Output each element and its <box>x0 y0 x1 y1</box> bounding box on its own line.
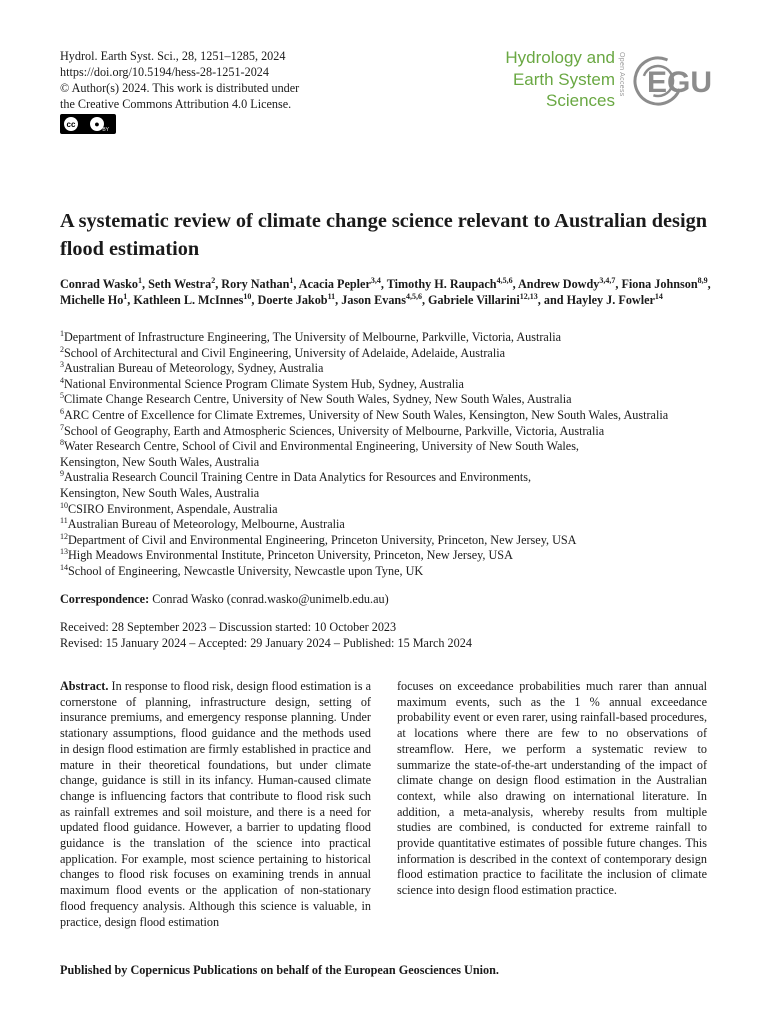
author-affiliation-ref: 10 <box>243 292 252 301</box>
affiliation <box>60 408 720 424</box>
author-affiliation-ref: 1 <box>289 276 294 285</box>
affiliation-number: 10 <box>60 500 68 510</box>
abstract-text-left: In response to flood risk, design flood estimation is a cornerstone of planning, infrastructure design, setting of insurance premiums, and emergency response planning. Under stationary assumptions, flood guidance and the methods used in design flood estimation are firmly established in practice and mature in their theoretical foundations, but under climate change, guidance is still in its infancy. Human-caused climate change is influencing factors that contribute to flood risk such as rainfall extremes and soil moisture, and there is a need for updated flood guidance. However, a barrier to updating flood guidance is the translation of the science into practical application. For example, most science pertaining to historical changes to flood risk focuses on examining trends in annual maximum flood events or the application of non-stationary flood frequency analysis. Although this science is valuable, in practice, design flood estimation <box>60 679 371 929</box>
author-separator: , and <box>537 293 564 307</box>
affiliation <box>60 502 720 518</box>
affiliation-text: Kensington, New South Wales, Australia <box>60 454 260 469</box>
received-dates: Received: 28 September 2023 – Discussion started: 10 October 2023 <box>60 620 397 634</box>
author-separator: , <box>251 293 258 307</box>
affiliation-text: School of Geography, Earth and Atmospheric Sciences, University of Melbourne, Parkville, Victoria, Australia <box>64 423 605 438</box>
author-name: Jason Evans <box>341 293 406 307</box>
author-separator: , <box>421 293 429 307</box>
author-separator: , <box>293 277 299 291</box>
author-affiliation-ref: 4,5,6 <box>405 292 422 301</box>
author-name: Fiona Johnson <box>621 277 698 291</box>
affiliation-text: School of Engineering, Newcastle University, Newcastle upon Tyne, UK <box>68 563 424 578</box>
affiliation-list <box>60 330 720 580</box>
affiliation-number: 5 <box>60 391 64 401</box>
affiliation-number: 8 <box>60 438 64 448</box>
affiliation-number: 4 <box>60 375 64 385</box>
affiliation-number: 2 <box>60 344 64 354</box>
affiliation-text: Department of Civil and Environmental Engineering, Princeton University, Princeton, New Jersey, USA <box>68 532 577 547</box>
author-list <box>60 276 720 308</box>
affiliation-text: Department of Infrastructure Engineering, The University of Melbourne, Parkville, Victoria, Australia <box>64 330 562 344</box>
author-affiliation-ref: 2 <box>211 276 216 285</box>
affiliation-text: ARC Centre of Excellence for Climate Extremes, University of New South Wales, Kensington, New South Wales, Australia <box>64 407 669 422</box>
copyright-notice: © Author(s) 2024. This work is distributed under <box>60 81 300 95</box>
affiliation-number: 12 <box>60 531 68 541</box>
author-name: Conrad Wasko <box>60 277 139 291</box>
affiliation <box>60 439 720 455</box>
affiliation-number: 3 <box>60 360 64 370</box>
affiliation <box>60 517 720 533</box>
author-affiliation-ref: 3,4 <box>370 276 381 285</box>
affiliation-text: Australia Research Council Training Centre in Data Analytics for Resources and Environments, <box>64 470 532 485</box>
author-separator: , <box>335 293 342 307</box>
affiliation <box>60 346 720 362</box>
author-separator: , <box>512 277 518 291</box>
affiliation-number: 13 <box>60 547 68 557</box>
affiliation-number: 1 <box>60 329 64 338</box>
publisher-footer: Published by Copernicus Publications on behalf of the European Geosciences Union. <box>60 963 499 977</box>
affiliation-number: 7 <box>60 422 64 432</box>
creative-commons-icon: cc <box>64 117 78 131</box>
affiliation-number: 11 <box>60 516 68 526</box>
affiliation-text: Australian Bureau of Meteorology, Sydney, Australia <box>64 361 324 376</box>
correspondence-contact[interactable]: Conrad Wasko (conrad.wasko@unimelb.edu.au) <box>149 592 389 606</box>
author-affiliation-ref: 1 <box>123 292 128 301</box>
affiliation-text: Water Research Centre, School of Civil and Environmental Engineering, University of New South Wales, <box>64 439 579 454</box>
journal-name-line: Earth System <box>512 69 615 89</box>
affiliation-text: CSIRO Environment, Aspendale, Australia <box>68 501 278 516</box>
affiliation <box>60 564 720 580</box>
by-label: BY <box>102 127 109 133</box>
author-separator: , <box>142 277 149 291</box>
author-separator: , <box>707 277 711 291</box>
citation: Hydrol. Earth Syst. Sci., 28, 1251–1285, 2024 <box>60 49 286 63</box>
journal-name <box>505 47 615 112</box>
affiliation <box>60 470 720 486</box>
affiliation <box>60 377 720 393</box>
citation-block <box>60 48 299 112</box>
correspondence <box>60 592 389 607</box>
author-separator: , <box>215 277 222 291</box>
author-name: Rory Nathan <box>221 277 290 291</box>
author-name: Kathleen L. McInnes <box>133 293 244 307</box>
affiliation <box>60 486 720 502</box>
article-title: A systematic review of climate change science relevant to Australian design flood estimation <box>60 210 708 260</box>
affiliation-number: 14 <box>60 562 68 572</box>
affiliation <box>60 533 720 549</box>
affiliation <box>60 361 720 377</box>
affiliation <box>60 455 720 471</box>
affiliation-text: Kensington, New South Wales, Australia <box>60 485 260 500</box>
egu-logo-text: EGU <box>647 66 712 99</box>
affiliation <box>60 548 720 564</box>
affiliation <box>60 424 720 440</box>
abstract-column-right: focuses on exceedance probabilities much rarer than annual maximum events, such as the 1 % annual exceedance probability event or even rarer, using rainfall-based procedures, at locations where there are few to no observations of streamflow. Here, we perform a systematic review to summarize the state-of-the-art understanding of the impact of climate change on design flood estimation in the Australian context, while also drawing on international literature. In addition, a meta-analysis, whereby results from multiple studies are combined, is conducted for extreme rainfall to provide quantitative estimates of possible future changes. This information is described in the context of contemporary design flood estimation practice to facilitate the inclusion of climate science into design flood estimation practice. <box>397 679 707 898</box>
author-separator: , <box>615 277 622 291</box>
revised-dates: Revised: 15 January 2024 – Accepted: 29 January 2024 – Published: 15 March 2024 <box>60 636 472 650</box>
publication-dates <box>60 619 472 651</box>
affiliation-text: National Environmental Science Program Climate System Hub, Sydney, Australia <box>64 376 464 391</box>
attribution-person-icon: ● <box>90 117 104 131</box>
author-name: Seth Westra <box>148 277 212 291</box>
author-affiliation-ref: 4,5,6 <box>496 276 513 285</box>
affiliation-number: 9 <box>60 469 64 479</box>
affiliation-number: 6 <box>60 406 64 416</box>
author-affiliation-ref: 12,13 <box>519 292 538 301</box>
affiliation-text: Climate Change Research Centre, University of New South Wales, Sydney, New South Wales, Australia <box>64 392 572 407</box>
abstract-label: Abstract. <box>60 679 109 693</box>
author-name: Michelle Ho <box>60 293 124 307</box>
journal-name-line: Sciences <box>546 91 615 110</box>
affiliation-text: High Meadows Environmental Institute, Princeton University, Princeton, New Jersey, USA <box>68 548 513 563</box>
author-affiliation-ref: 11 <box>327 292 336 301</box>
author-name: Gabriele Villarini <box>428 293 520 307</box>
affiliation <box>60 330 720 346</box>
author-affiliation-ref: 8,9 <box>697 276 708 285</box>
author-affiliation-ref: 1 <box>138 276 143 285</box>
author-name: Hayley J. Fowler <box>566 293 655 307</box>
journal-name-line: Hydrology and <box>505 48 615 67</box>
affiliation <box>60 392 720 408</box>
open-access-label: Open Access <box>618 52 625 97</box>
author-name: Acacia Pepler <box>298 277 371 291</box>
affiliation-text: Australian Bureau of Meteorology, Melbourne, Australia <box>67 517 345 532</box>
affiliation-text: School of Architectural and Civil Engineering, University of Adelaide, Adelaide, Australia <box>64 345 506 360</box>
cc-by-license-badge[interactable] <box>60 114 116 134</box>
author-name: Timothy H. Raupach <box>386 277 497 291</box>
author-separator: , <box>380 277 387 291</box>
author-name: Andrew Dowdy <box>517 277 600 291</box>
license-notice: the Creative Commons Attribution 4.0 License. <box>60 97 292 111</box>
author-separator: , <box>127 293 134 307</box>
abstract-column-left <box>60 679 371 930</box>
doi-link[interactable]: https://doi.org/10.5194/hess-28-1251-2024 <box>60 65 269 79</box>
author-name: Doerte Jakob <box>257 293 328 307</box>
author-affiliation-ref: 14 <box>654 292 663 301</box>
correspondence-label: Correspondence: <box>60 592 150 606</box>
egu-logo <box>632 52 712 110</box>
author-affiliation-ref: 3,4,7 <box>599 276 616 285</box>
